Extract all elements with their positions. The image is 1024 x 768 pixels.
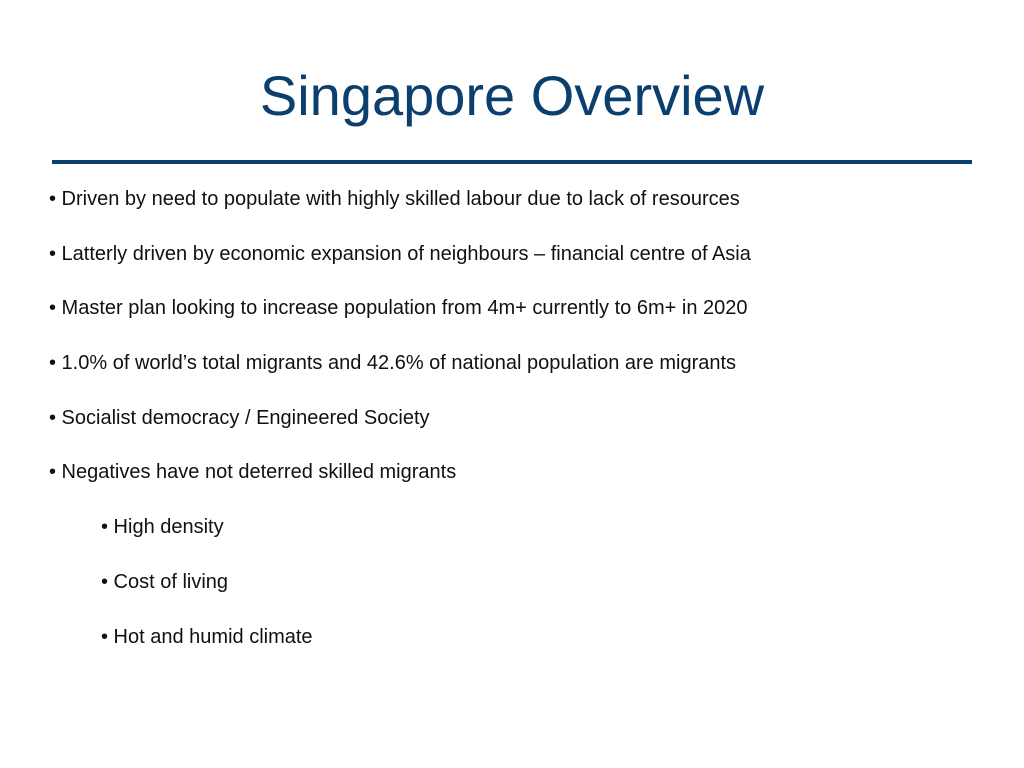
title-divider <box>52 160 972 164</box>
bullet-item: • 1.0% of world’s total migrants and 42.6% of national population are migrants <box>49 352 737 375</box>
bullet-item: • Latterly driven by economic expansion of neighbours – financial centre of Asia <box>49 242 751 265</box>
bullet-item: • Socialist democracy / Engineered Society <box>49 406 430 429</box>
bullet-item: • Negatives have not deterred skilled migrants <box>49 461 457 484</box>
bullet-item: • Driven by need to populate with highly skilled labour due to lack of resources <box>49 188 740 210</box>
bullet-list <box>49 185 989 677</box>
bullet-item: • Master plan looking to increase population from 4m+ currently to 6m+ in 2020 <box>49 297 748 320</box>
sub-bullet-item: • Cost of living <box>101 570 229 593</box>
sub-bullet-item: • Hot and humid climate <box>101 625 313 648</box>
sub-bullet-item: • High density <box>101 516 224 539</box>
slide-title: Singapore Overview <box>259 64 765 127</box>
